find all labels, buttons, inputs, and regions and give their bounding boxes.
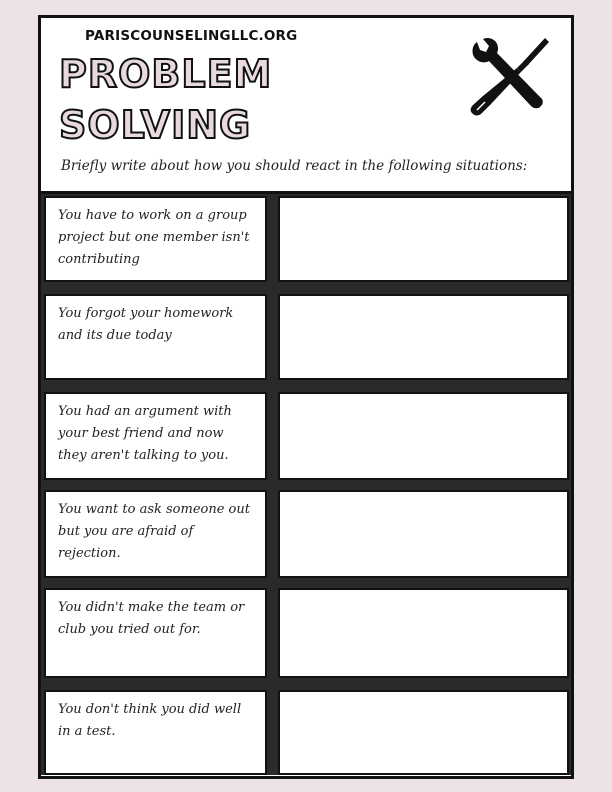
situation-prompt: You forgot your homework and its due today xyxy=(44,294,267,380)
situation-prompt: You don't think you did well in a test. xyxy=(44,690,267,775)
title-line-2: SOLVING xyxy=(59,103,252,147)
site-url: PARISCOUNSELINGLLC.ORG xyxy=(85,28,298,44)
answer-box[interactable] xyxy=(278,490,569,578)
answer-box[interactable] xyxy=(278,690,569,775)
instructions: Briefly write about how you should react in the following situations: xyxy=(61,158,528,174)
table-row xyxy=(41,292,571,392)
table-row xyxy=(41,488,571,588)
situation-prompt: You want to ask someone out but you are afraid of rejection. xyxy=(44,490,267,578)
table-row xyxy=(41,688,571,775)
situation-prompt: You had an argument with your best friend and now they aren't talking to you. xyxy=(44,392,267,480)
wrench-screwdriver-icon xyxy=(469,36,551,116)
answer-box[interactable] xyxy=(278,196,569,282)
table-row xyxy=(41,586,571,690)
answer-box[interactable] xyxy=(278,588,569,678)
situation-prompt: You have to work on a group project but one member isn't contributing xyxy=(44,196,267,282)
table-row xyxy=(41,390,571,490)
answer-box[interactable] xyxy=(278,294,569,380)
situation-prompt: You didn't make the team or club you tried out for. xyxy=(44,588,267,678)
table-row xyxy=(41,194,571,298)
worksheet xyxy=(38,15,574,779)
answer-box[interactable] xyxy=(278,392,569,480)
title-line-1: PROBLEM xyxy=(59,52,273,96)
